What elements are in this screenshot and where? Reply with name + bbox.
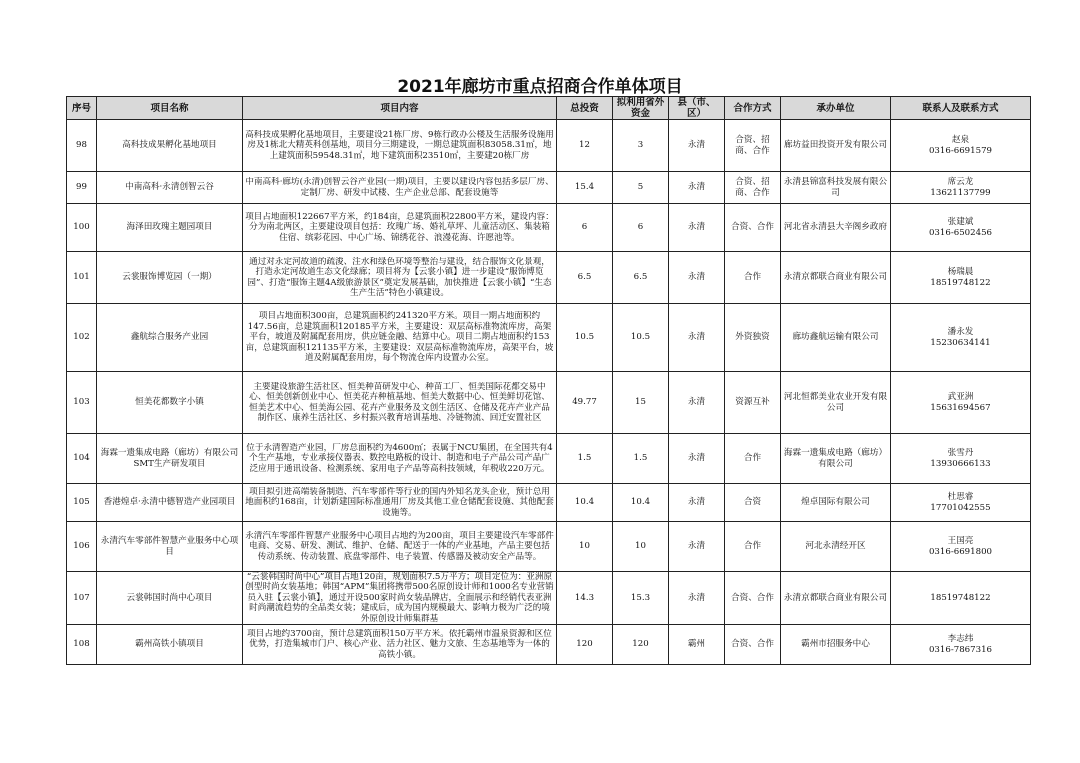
total-cell: 1.5 [557, 434, 613, 484]
contact-cell [891, 625, 1031, 665]
org-cell: 河北永清经开区 [781, 522, 891, 572]
no-cell: 102 [67, 304, 97, 372]
header-cell: 序号 [67, 97, 97, 120]
table-row [67, 484, 1031, 522]
name-cell: 霸州高铁小镇项目 [97, 625, 243, 665]
name-cell: 云裳服饰博览园（一期） [97, 252, 243, 304]
content-cell [243, 120, 557, 172]
outside-cell: 6 [613, 204, 669, 252]
org-cell: 永清京都联合商业有限公司 [781, 572, 891, 625]
contact-name: 武亚洲 [947, 392, 974, 403]
total-cell: 10.4 [557, 484, 613, 522]
project-table [66, 96, 1031, 665]
mode-cell: 合资、合作 [725, 625, 781, 665]
contact-cell [891, 484, 1031, 522]
no-cell: 103 [67, 372, 97, 434]
outside-cell: 120 [613, 625, 669, 665]
outside-cell: 10.5 [613, 304, 669, 372]
content-text: 永清汽车零部件智慧产业服务中心项目占地约为200亩，项目主要建设汽车零部件电商、交易、研发、测试、维护、仓储、配送于一体的产业基地，产品主要包括传动系统、传动装置、底盘零部件、电子装置、传感器及被动安全产品等。 [245, 530, 554, 562]
no-cell: 101 [67, 252, 97, 304]
name-cell: 永清汽车零部件智慧产业服务中心项目 [97, 522, 243, 572]
contact-name: 杨瑞晨 [947, 267, 974, 278]
county-cell: 永清 [669, 372, 725, 434]
contact-cell [891, 434, 1031, 484]
no-cell: 106 [67, 522, 97, 572]
header-cell: 合作方式 [725, 97, 781, 120]
total-cell: 15.4 [557, 172, 613, 204]
content-cell [243, 625, 557, 665]
mode-cell: 资源互补 [725, 372, 781, 434]
content-text: 项目拟引进高端装备制造、汽车零部件等行业的国内外知名龙头企业，预计总用地面积约168亩，计划新建国际标准通用厂房及其他工业仓储配套设施、其他配套设施等。 [245, 486, 554, 518]
contact-name: 张雪丹 [947, 448, 974, 459]
no-cell: 104 [67, 434, 97, 484]
no-cell: 100 [67, 204, 97, 252]
outside-cell: 10 [613, 522, 669, 572]
county-cell: 永清 [669, 434, 725, 484]
no-cell: 107 [67, 572, 97, 625]
org-cell: 永清京都联合商业有限公司 [781, 252, 891, 304]
total-cell: 10 [557, 522, 613, 572]
name-cell: 恒美花都数字小镇 [97, 372, 243, 434]
contact-phone: 0316-6691579 [928, 145, 993, 156]
total-cell: 49.77 [557, 372, 613, 434]
org-cell: 河北恒都美业农业开发有限公司 [781, 372, 891, 434]
mode-cell: 合资 [725, 484, 781, 522]
outside-cell: 6.5 [613, 252, 669, 304]
county-cell: 永清 [669, 304, 725, 372]
name-cell: 鑫航综合服务产业园 [97, 304, 243, 372]
contact-phone: 18519748122 [930, 592, 991, 603]
mode-cell: 合作 [725, 522, 781, 572]
mode-cell: 合资、合作 [725, 572, 781, 625]
table-row [67, 434, 1031, 484]
contact-cell [891, 120, 1031, 172]
mode-cell: 合作 [725, 252, 781, 304]
content-cell [243, 252, 557, 304]
total-cell: 14.3 [557, 572, 613, 625]
header-cell: 联系人及联系方式 [891, 97, 1031, 120]
content-cell [243, 572, 557, 625]
name-cell: 香港煌卓·永清中德智造产业园项目 [97, 484, 243, 522]
contact-phone: 0316-6691800 [928, 546, 993, 557]
org-cell: 霸州市招服务中心 [781, 625, 891, 665]
content-text: 主要建设旅游生活社区、恒美种苗研发中心、种苗工厂、恒美国际花都交易中心、恒美创新创业中心、恒美花卉种植基地、恒美大数据中心、恒美鲜切花馆、恒美艺术中心、恒美海公园、花卉产业服务及文创生活区、仓储及花卉产业产品制作区、康养生活社区、乡村振兴教育培训基地、冷链物流、回迁安置社区 [249, 381, 550, 423]
contact-phone: 0316-6502456 [928, 227, 993, 238]
name-cell: 中南高科·永清创智云谷 [97, 172, 243, 204]
table-row [67, 204, 1031, 252]
org-cell: 海霖一遗集成电路（廊坊）有限公司 [781, 434, 891, 484]
content-text: 项目占地面积122667平方米，约184亩，总建筑面积22800平方米，建设内容：分为南北两区，主要建设项目包括：玫瑰广场、婚礼草坪、儿童活动区、集装箱住宿、缤彩花园、中心广场、锦绣花谷、浪漫花海、许愿池等。 [245, 211, 554, 243]
contact-cell [891, 252, 1031, 304]
content-text: 项目占地面积300亩，总建筑面积约241320平方米。项目一期占地面积约147.56亩，总建筑面积120185平方米，主要建设：双层高标准物流库房，高架平台，坡道及附属配套用房，供应链金融、结算中心。项目二期占地面积约153亩，总建筑面积121135平方米，主要建设：双层高标准物流库房，高架平台，坡道及附属配套用房，每个物流仓库内设置办公室。 [245, 311, 554, 364]
contact-name: 席云龙 [947, 177, 974, 188]
contact-name: 杜思睿 [947, 492, 974, 503]
total-cell: 6.5 [557, 252, 613, 304]
org-cell: 廊坊鑫航运输有限公司 [781, 304, 891, 372]
contact-name: 李志纬 [947, 634, 974, 645]
content-cell [243, 204, 557, 252]
table-row [67, 572, 1031, 625]
contact-cell [891, 172, 1031, 204]
county-cell: 永清 [669, 172, 725, 204]
outside-cell: 15 [613, 372, 669, 434]
org-cell: 煌卓国际有限公司 [781, 484, 891, 522]
name-cell: 海霖一遗集成电路（廊坊）有限公司SMT生产研发项目 [97, 434, 243, 484]
county-cell: 永清 [669, 484, 725, 522]
content-cell [243, 522, 557, 572]
header-cell: 县（市、区） [669, 97, 725, 120]
table-row [67, 625, 1031, 665]
county-cell: 永清 [669, 120, 725, 172]
name-cell: 云裳韩国时尚中心项目 [97, 572, 243, 625]
org-cell: 永清县锦富科技发展有限公司 [781, 172, 891, 204]
name-cell: 高科技成果孵化基地项目 [97, 120, 243, 172]
no-cell: 98 [67, 120, 97, 172]
no-cell: 108 [67, 625, 97, 665]
contact-phone: 0316-7867316 [928, 644, 993, 655]
mode-cell: 合资、招商、合作 [725, 172, 781, 204]
content-text: “云裳韩国时尚中心”项目占地120亩，规划面积7.5万平方；项目定位为：亚洲原创型时尚女装基地；韩国“APM”集团将携带500名原创设计师和1000名专业营销员入驻【云裳小镇】，通过开设500家时尚女装品牌店，全面展示和经销代表亚洲时尚潮流趋势的全品类女装；建成后，成为国内规模最大、影响力极为广泛的境外原创设计师集群基 [245, 572, 554, 624]
content-text: 高科技成果孵化基地项目，主要建设21栋厂房、9栋行政办公楼及生活服务设施用房及1栋北大精英科创基地，项目分三期建设，一期总建筑面积83058.31㎡，地上建筑面积59548.31㎡，地下建筑面积23510㎡，主要建20栋厂房 [245, 129, 554, 161]
total-cell: 6 [557, 204, 613, 252]
table-body [67, 120, 1031, 665]
county-cell: 永清 [669, 204, 725, 252]
mode-cell: 外资独资 [725, 304, 781, 372]
table-row [67, 252, 1031, 304]
content-text: 位于永清智造产业园，厂房总面积约为4600㎡；表属于NCU集团，在全国共有4个生产基地，专业承接仪器表、数控电路板的设计、制造和电子产品公司产品广泛应用于通讯设备、检测系统、家用电子产品等高科技领域，年税收220万元。 [246, 442, 553, 474]
page-title: 2021年廊坊市重点招商合作单体项目 [397, 77, 683, 97]
no-cell: 105 [67, 484, 97, 522]
content-text: 中南高科·廊坊(永清)创智云谷产业园(一期)项目，主要以建设内容包括多层厂房、定制厂房、研发中试楼、生产企业总部、配套设施等 [245, 177, 554, 198]
header-cell: 拟利用省外资金 [613, 97, 669, 120]
org-cell: 廊坊益田投资开发有限公司 [781, 120, 891, 172]
content-cell [243, 434, 557, 484]
contact-cell [891, 522, 1031, 572]
mode-cell: 合资、招商、合作 [725, 120, 781, 172]
org-cell: 河北省永清县大辛阁乡政府 [781, 204, 891, 252]
table-row [67, 304, 1031, 372]
contact-phone: 15631694567 [930, 402, 991, 413]
contact-name: 张建斌 [947, 217, 974, 228]
header-row [67, 97, 1031, 120]
county-cell: 永清 [669, 252, 725, 304]
header-cell: 项目名称 [97, 97, 243, 120]
table-row [67, 372, 1031, 434]
total-cell: 120 [557, 625, 613, 665]
header-cell: 项目内容 [243, 97, 557, 120]
contact-name: 潘永发 [947, 327, 974, 338]
content-text: 通过对永定河故道的疏浚、注水和绿色环境等整治与建设，结合服饰文化景观，打造永定河故道生态文化绿廊；项目将为【云裳小镇】进一步建设“服饰博览园”、打造“服饰主题4A级旅游景区”奠定发展基础，加快推进【云裳小镇】“生态生产生活”特色小镇建设。 [247, 256, 552, 298]
header-cell: 承办单位 [781, 97, 891, 120]
contact-cell [891, 204, 1031, 252]
content-cell [243, 372, 557, 434]
table-row [67, 172, 1031, 204]
header-cell: 总投资 [557, 97, 613, 120]
content-text: 项目占地约3700亩，预计总建筑面积150万平方米。依托霸州市温泉资源和区位优势，打造集城市门户、核心产业、活力社区、魅力文旅、生态基地等为一体的高铁小镇。 [247, 628, 552, 660]
contact-cell [891, 572, 1031, 625]
contact-phone: 13930666133 [930, 458, 991, 469]
content-cell [243, 172, 557, 204]
name-cell: 海泽田玫瑰主题园项目 [97, 204, 243, 252]
content-cell [243, 304, 557, 372]
table-row [67, 522, 1031, 572]
contact-cell [891, 372, 1031, 434]
outside-cell: 10.4 [613, 484, 669, 522]
total-cell: 10.5 [557, 304, 613, 372]
total-cell: 12 [557, 120, 613, 172]
no-cell: 99 [67, 172, 97, 204]
outside-cell: 3 [613, 120, 669, 172]
mode-cell: 合资、合作 [725, 204, 781, 252]
county-cell: 霸州 [669, 625, 725, 665]
contact-name: 赵泉 [951, 135, 970, 146]
contact-cell [891, 304, 1031, 372]
contact-phone: 18519748122 [930, 277, 991, 288]
table-row [67, 120, 1031, 172]
outside-cell: 5 [613, 172, 669, 204]
county-cell: 永清 [669, 572, 725, 625]
content-cell [243, 484, 557, 522]
outside-cell: 15.3 [613, 572, 669, 625]
contact-name: 王国亮 [947, 536, 974, 547]
contact-phone: 13621137799 [930, 187, 991, 198]
county-cell: 永清 [669, 522, 725, 572]
contact-phone: 17701042555 [930, 502, 991, 513]
contact-phone: 15230634141 [930, 337, 991, 348]
mode-cell: 合作 [725, 434, 781, 484]
outside-cell: 1.5 [613, 434, 669, 484]
